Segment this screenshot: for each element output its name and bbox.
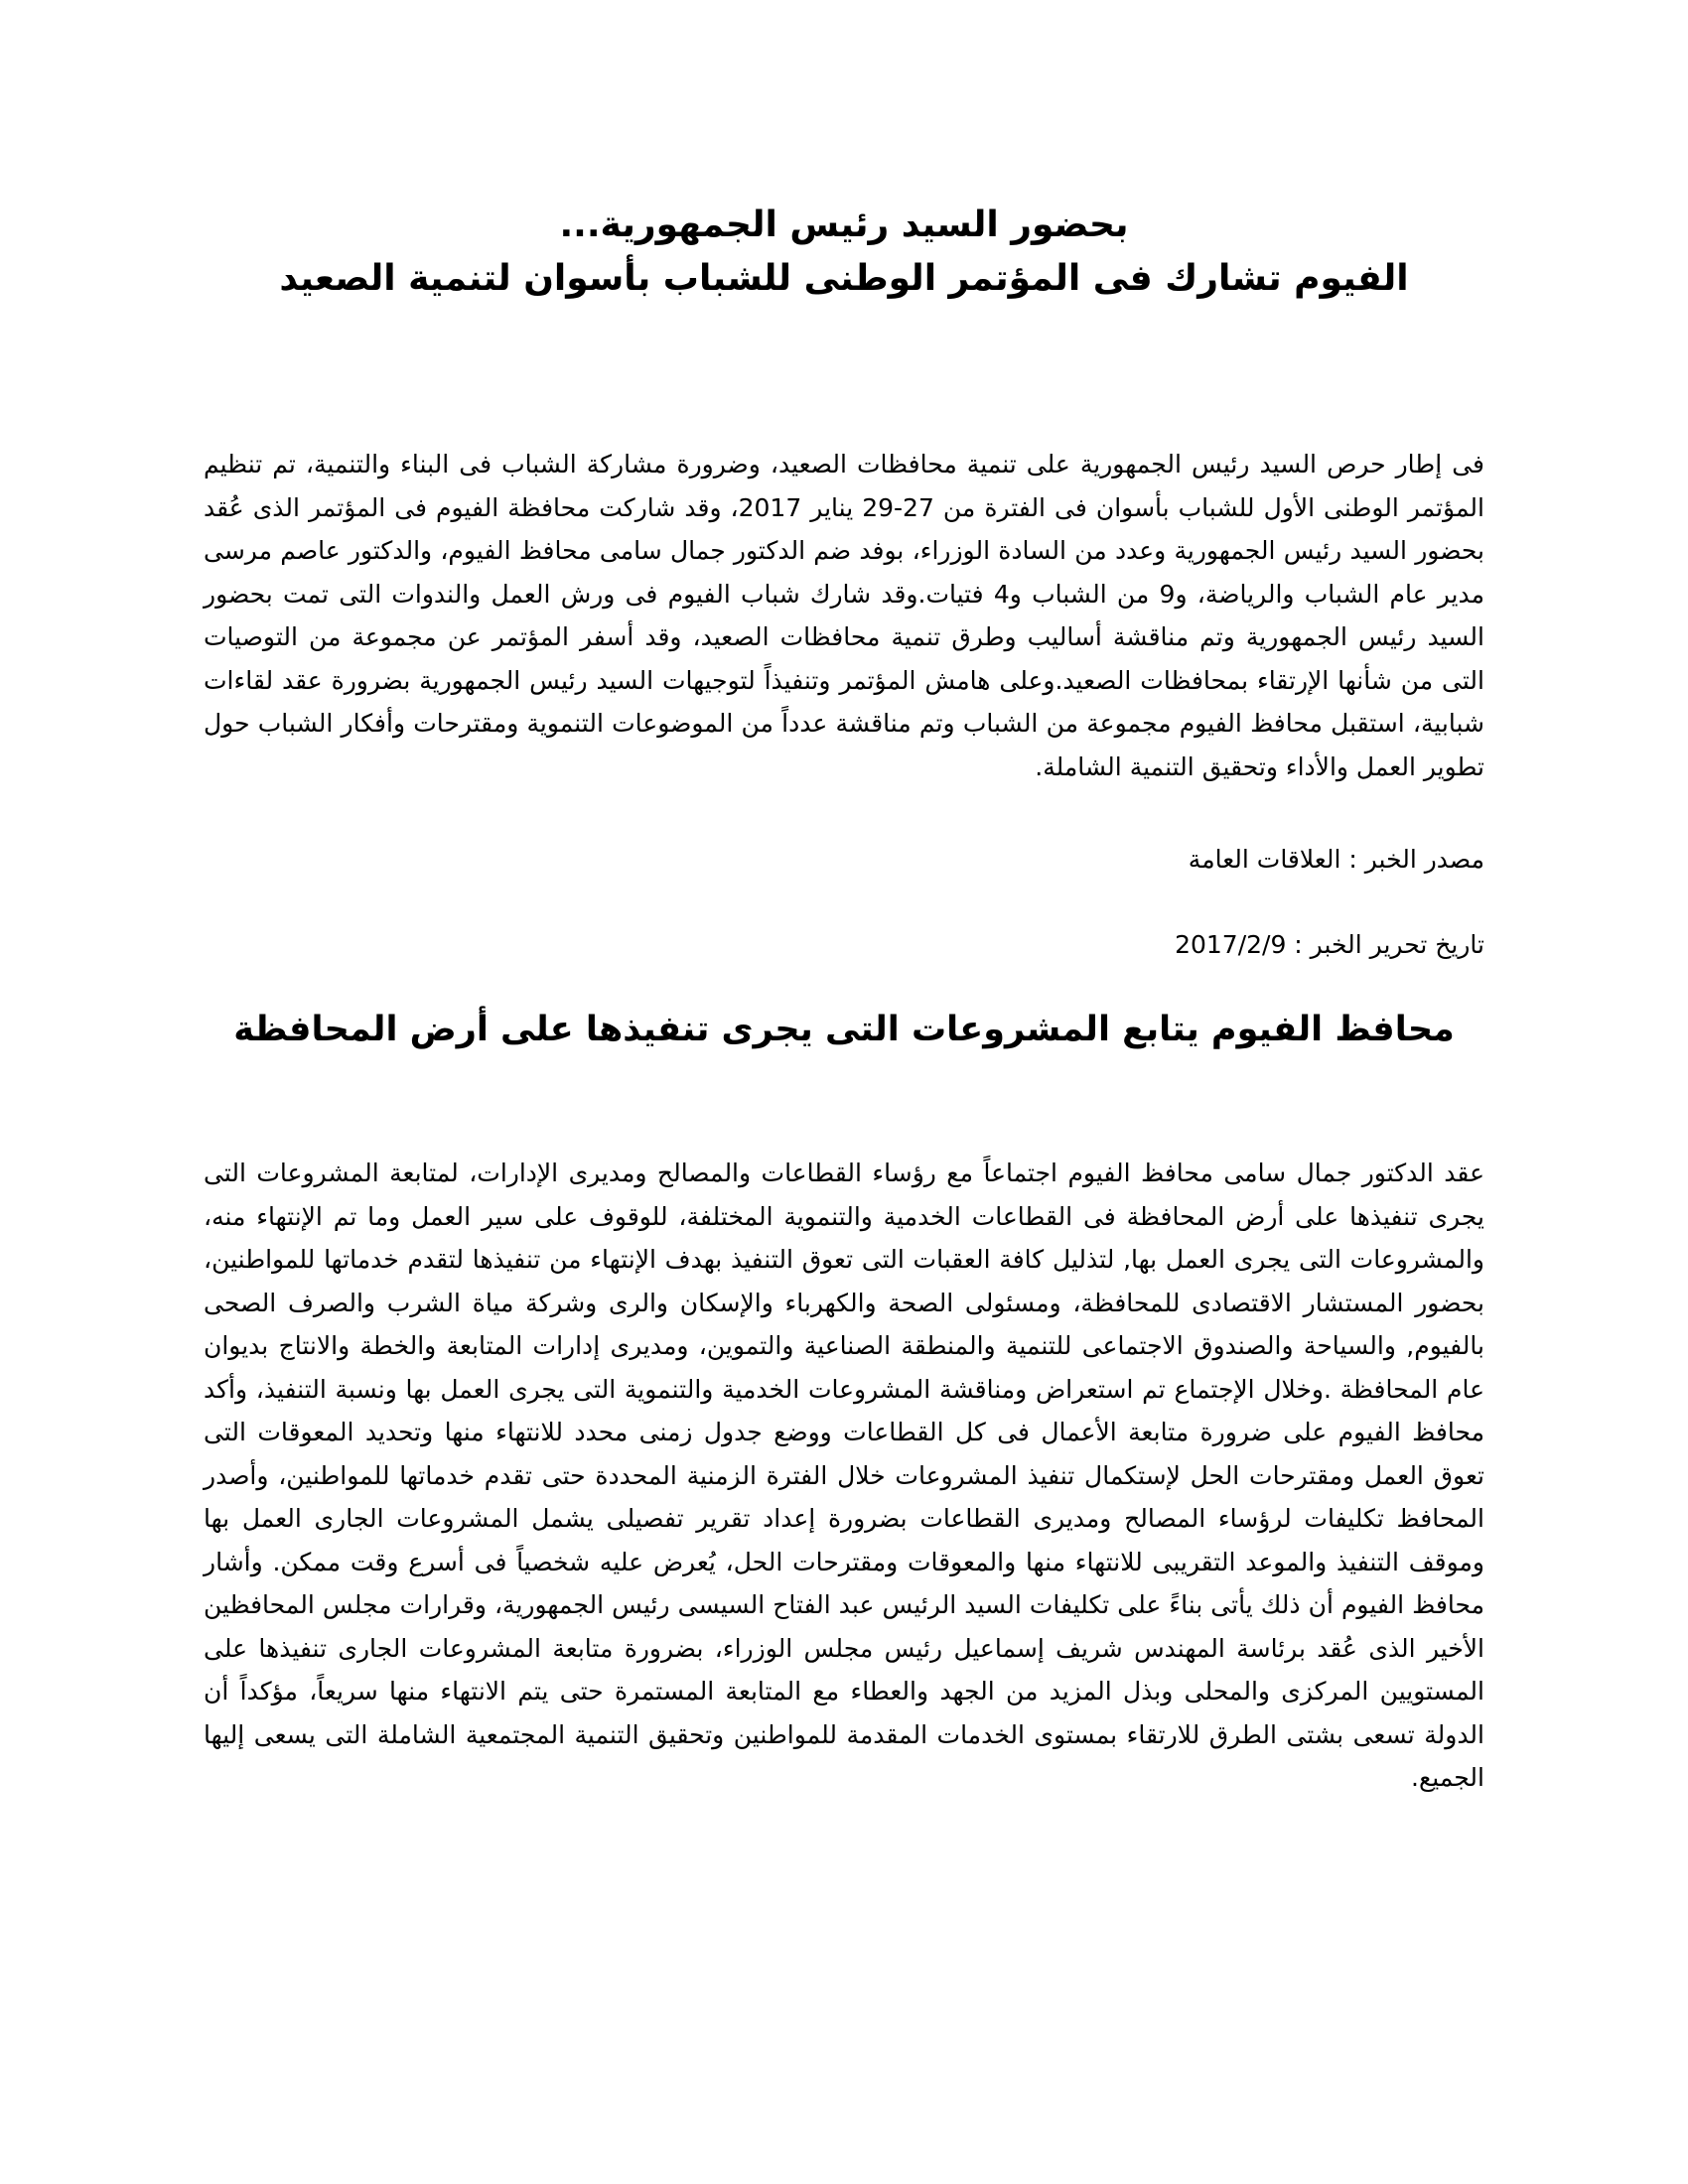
article1-headline (199, 199, 1489, 306)
news-date-label: تاريخ تحرير الخبر : (1286, 930, 1484, 959)
news-date-value: 2017/2/9 (1175, 930, 1287, 959)
news-source-line: مصدر الخبر : العلاقات العامة (1188, 845, 1484, 874)
article1-headline-line1: بحضور السيد رئيس الجمهورية... (559, 205, 1129, 245)
article1-headline-line2: الفيوم تشارك فى المؤتمر الوطنى للشباب بأسوان لتنمية الصعيد (279, 258, 1409, 299)
article2-body-paragraph: عقد الدكتور جمال سامى محافظ الفيوم اجتماعاً مع رؤساء القطاعات والمصالح ومديرى الإدارات، لمتابعة المشروعات التى يجرى تنفيذها على أرض المحافظة فى القطاعات الخدمية والتنموية المختلفة، للوقوف على سير العمل وما تم الإنتهاء منه، والمشروعات التى يجرى العمل بها, لتذليل كافة العقبات التى تعوق التنفيذ بهدف الإنتهاء من تنفيذها لتقدم خدماتها للمواطنين، بحضور المستشار الاقتصادى للمحافظة، ومسئولى الصحة والكهرباء والإسكان والرى وشركة مياة الشرب والصرف الصحى بالفيوم, والسياحة والصندوق الاجتماعى للتنمية والمنطقة الصناعية والتموين، ومديرى إدارات المتابعة والخطة والانتاج بديوان عام المحافظة .وخلال الإجتماع تم استعراض ومناقشة المشروعات الخدمية والتنموية التى يجرى العمل بها ونسبة التنفيذ، وأكد محافظ الفيوم على ضرورة متابعة الأعمال فى كل القطاعات ووضع جدول زمنى محدد للانتهاء منها وتحديد المعوقات التى تعوق العمل ومقترحات الحل لإستكمال تنفيذ المشروعات خلال الفترة الزمنية المحددة حتى تقدم خدماتها للمواطنين، وأصدر المحافظ تكليفات لرؤساء المصالح ومديرى القطاعات بضرورة إعداد تقرير تفصيلى يشمل المشروعات الجارى العمل بها وموقف التنفيذ والموعد التقريبى للانتهاء منها والمعوقات ومقترحات الحل، يُعرض عليه شخصياً فى أسرع وقت ممكن. وأشار محافظ الفيوم أن ذلك يأتى بناءً على تكليفات السيد الرئيس عبد الفتاح السيسى رئيس الجمهورية، وقرارات مجلس المحافظين الأخير الذى عُقد برئاسة المهندس شريف إسماعيل رئيس مجلس الوزراء، بضرورة متابعة المشروعات الجارى تنفيذها على المستويين المركزى والمحلى وبذل المزيد من الجهد والعطاء مع المتابعة المستمرة حتى يتم الانتهاء منها سريعاً، مؤكداً أن الدولة تسعى بشتى الطرق للارتقاء بمستوى الخدمات المقدمة للمواطنين وتحقيق التنمية المجتمعية الشاملة التى يسعى إليها الجميع. (204, 1159, 1484, 1792)
news-date-line (1175, 925, 1484, 965)
article1-body-paragraph: فى إطار حرص السيد رئيس الجمهورية على تنمية محافظات الصعيد، وضرورة مشاركة الشباب فى البناء والتنمية، تم تنظيم المؤتمر الوطنى الأول للشباب بأسوان فى الفترة من 27-29 يناير 2017، وقد شاركت محافظة الفيوم فى المؤتمر الذى عُقد بحضور السيد رئيس الجمهورية وعدد من السادة الوزراء، بوفد ضم الدكتور جمال سامى محافظ الفيوم، والدكتور عاصم مرسى مدير عام الشباب والرياضة، و9 من الشباب و4 فتيات.وقد شارك شباب الفيوم فى ورش العمل والندوات التى تمت بحضور السيد رئيس الجمهورية وتم مناقشة أساليب وطرق تنمية محافظات الصعيد، وقد أسفر المؤتمر عن مجموعة من التوصيات التى من شأنها الإرتقاء بمحافظات الصعيد.وعلى هامش المؤتمر وتنفيذاً لتوجيهات السيد رئيس الجمهورية بضرورة عقد لقاءات شبابية، استقبل محافظ الفيوم مجموعة من الشباب وتم مناقشة عدداً من الموضوعات التنموية ومقترحات وأفكار الشباب حول تطوير العمل والأداء وتحقيق التنمية الشاملة. (204, 450, 1485, 781)
article2-headline: محافظ الفيوم يتابع المشروعات التى يجرى تنفيذها على أرض المحافظة (233, 1010, 1455, 1049)
